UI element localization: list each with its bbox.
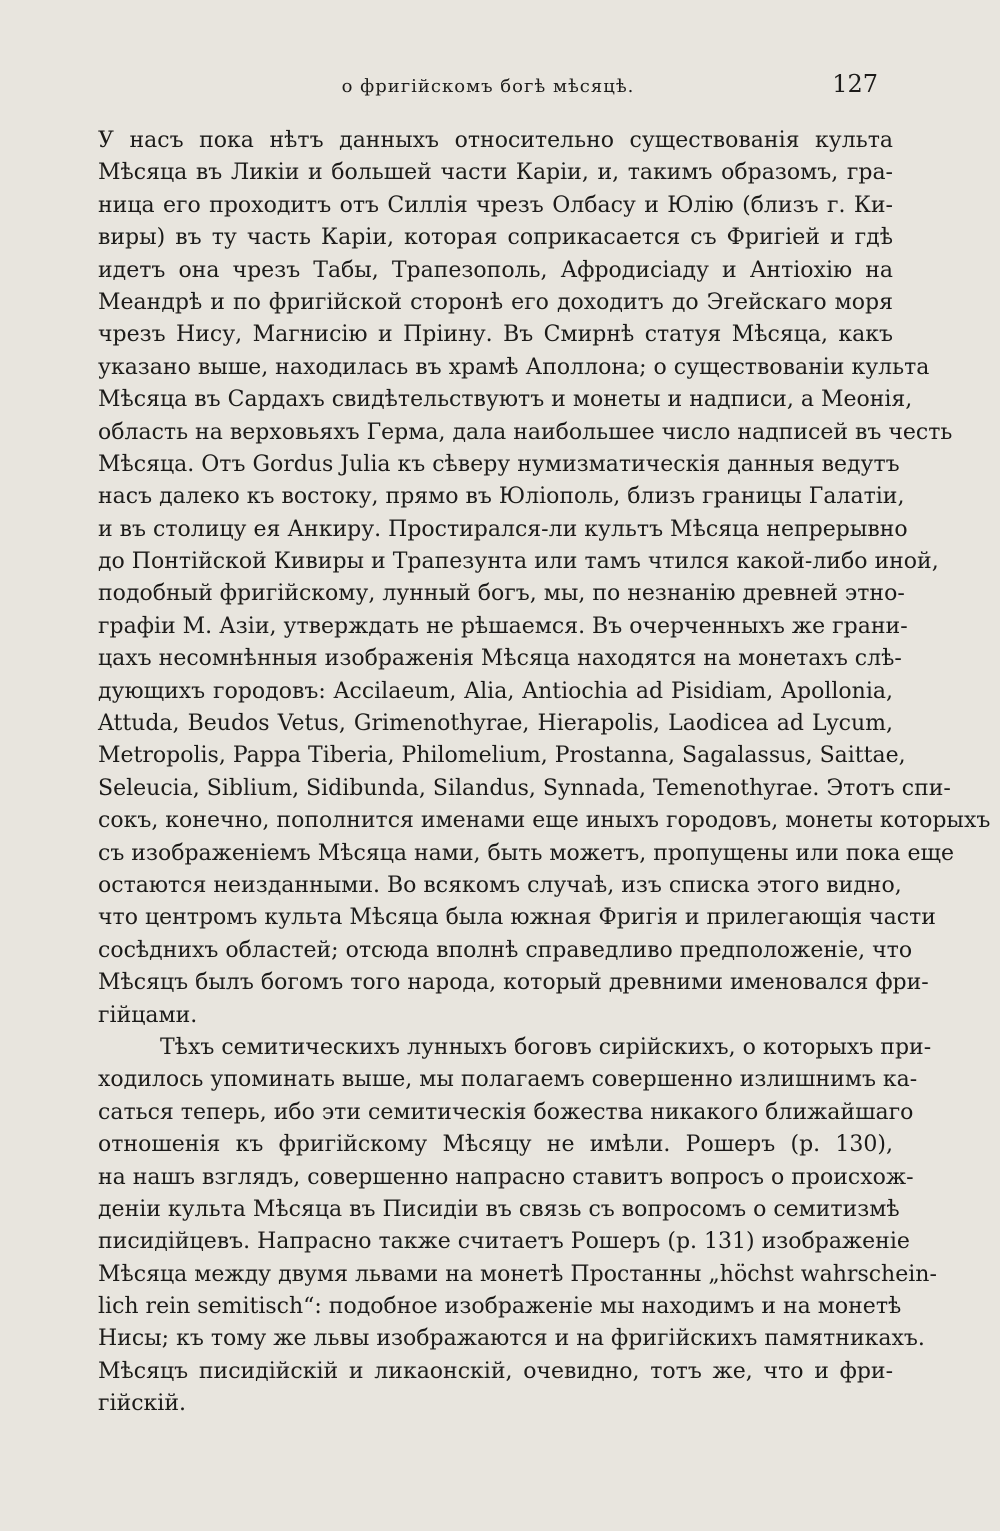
text-line: виры) въ ту часть Каріи, которая соприкасается съ Фригіей и гдѣ: [98, 225, 893, 251]
text-line: Тѣхъ семитическихъ лунныхъ боговъ сирійскихъ, о которыхъ при-: [160, 1034, 932, 1060]
text-line: Меандрѣ и по фригійской сторонѣ его доходитъ до Эгейскаго моря: [98, 289, 893, 315]
text-line: на нашъ взглядъ, совершенно напрасно ставитъ вопросъ о происхож-: [98, 1164, 914, 1190]
body-text: [98, 125, 991, 1421]
paragraph-1: [98, 125, 991, 1032]
text-line: деніи культа Мѣсяца въ Писидіи въ связь съ вопросомъ о семитизмѣ: [98, 1196, 900, 1222]
text-line: насъ далеко къ востоку, прямо въ Юліополь, близъ границы Галатіи,: [98, 484, 905, 510]
page-number: 127: [832, 70, 878, 98]
text-line: Мѣсяца. Отъ Gordus Julia къ сѣверу нумизматическія данныя ведутъ: [98, 451, 900, 477]
text-line: сокъ, конечно, пополнится именами еще иныхъ городовъ, монеты которыхъ: [98, 808, 991, 834]
text-line: lich rein semitisch“: подобное изображеніе мы находимъ и на монетѣ: [98, 1294, 902, 1320]
text-line: Мѣсяца между двумя львами на монетѣ Простанны „höchst wahrschein-: [98, 1261, 937, 1287]
paragraph-2: [98, 1032, 937, 1421]
text-line: гійцами.: [98, 1002, 198, 1028]
text-line: Metropolis, Pappa Tiberia, Philomelium, Prostanna, Sagalassus, Saittae,: [98, 743, 906, 769]
text-line: гійскій.: [98, 1391, 186, 1417]
text-line: Attuda, Beudos Vetus, Grimenothyrae, Hierapolis, Laodicea ad Lycum,: [98, 711, 893, 737]
text-line: чрезъ Нису, Магнисію и Пріину. Въ Смирнѣ статуя Мѣсяца, какъ: [98, 322, 893, 348]
text-line: съ изображеніемъ Мѣсяца нами, быть можетъ, пропущены или пока еще: [98, 840, 954, 866]
text-line: ница его проходитъ отъ Силлія чрезъ Олбасу и Юлію (близъ г. Ки-: [98, 192, 893, 218]
text-line: У насъ пока нѣтъ данныхъ относительно существованія культа: [98, 128, 893, 153]
text-line: цахъ несомнѣнныя изображенія Мѣсяца находятся на монетахъ слѣ-: [98, 646, 902, 672]
text-line: ходилось упоминать выше, мы полагаемъ совершенно излишнимъ ка-: [98, 1067, 918, 1093]
text-line: подобный фригійскому, лунный богъ, мы, по незнанію древней этно-: [98, 581, 905, 607]
text-line: что центромъ культа Мѣсяца была южная Фригія и прилегающія части: [98, 905, 936, 931]
text-line: Seleucia, Siblium, Sidibunda, Silandus, Synnada, Temenothyrae. Этотъ спи-: [98, 775, 951, 801]
text-line: Мѣсяца въ Ликіи и большей части Каріи, и, такимъ образомъ, гра-: [98, 160, 893, 186]
text-line: остаются неизданными. Во всякомъ случаѣ, изъ списка этого видно,: [98, 872, 902, 898]
text-line: идетъ она чрезъ Табы, Трапезополь, Афродисіаду и Антіохію на: [98, 257, 893, 283]
text-line: дующихъ городовъ: Accilaeum, Alia, Antiochia ad Pisidiam, Apollonia,: [98, 678, 893, 704]
text-line: писидійцевъ. Напрасно также считаетъ Рошеръ (р. 131) изображеніе: [98, 1229, 910, 1255]
text-line: Мѣсяца въ Сардахъ свидѣтельствуютъ и монеты и надписи, а Меонія,: [98, 387, 913, 413]
text-line: Мѣсяцъ писидійскій и ликаонскій, очевидно, тотъ же, что и фри-: [98, 1358, 893, 1384]
text-line: саться теперь, ибо эти семитическія божества никакого ближайшаго: [98, 1099, 914, 1125]
text-line: Мѣсяцъ былъ богомъ того народа, который древними именовался фри-: [98, 970, 929, 996]
running-title: о фригійскомъ богѣ мѣсяцѣ.: [341, 76, 635, 97]
text-line: Нисы; къ тому же львы изображаются и на фригійскихъ памятникахъ.: [98, 1326, 925, 1352]
text-line: графіи М. Азіи, утверждать не рѣшаемся. Въ очерченныхъ же грани-: [98, 613, 908, 639]
text-line: указано выше, находилась въ храмѣ Аполлона; о существованіи культа: [98, 354, 930, 380]
page-header: [98, 70, 878, 106]
text-line: до Понтійской Кивиры и Трапезунта или тамъ чтился какой-либо иной,: [98, 549, 939, 575]
text-line: сосѣднихъ областей; отсюда вполнѣ справедливо предположеніе, что: [98, 937, 913, 963]
text-line: и въ столицу ея Анкиру. Простирался-ли культъ Мѣсяца непрерывно: [98, 516, 908, 542]
text-line: отношенія къ фригійскому Мѣсяцу не имѣли. Рошеръ (р. 130),: [98, 1132, 893, 1158]
text-line: область на верховьяхъ Герма, дала наибольшее число надписей въ честь: [98, 419, 953, 445]
